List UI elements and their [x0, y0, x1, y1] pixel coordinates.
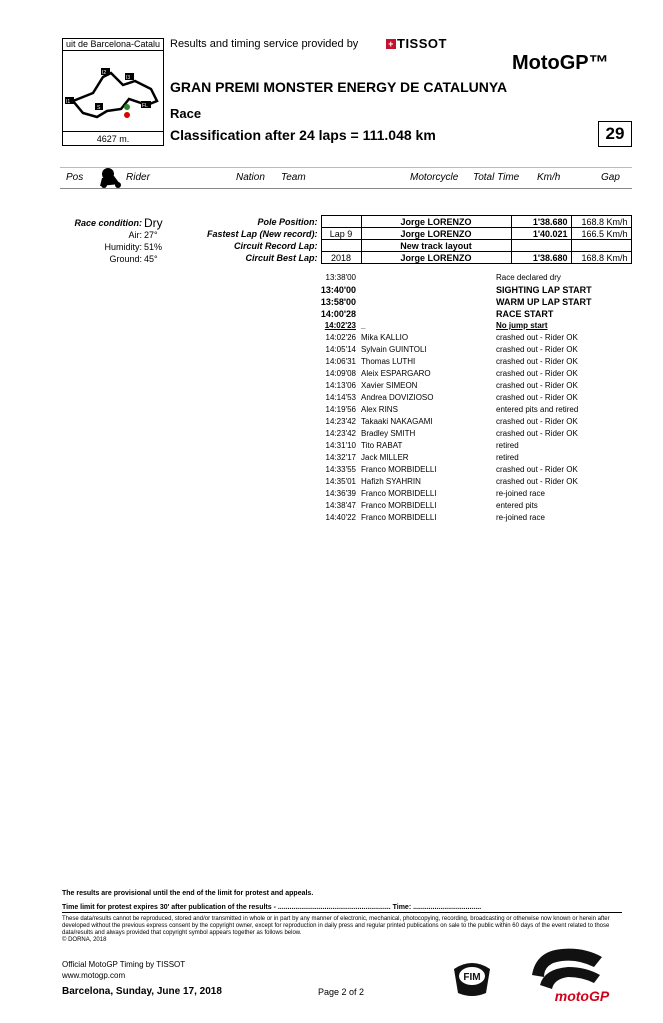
record-rider: Jorge LORENZO	[361, 216, 511, 228]
event-description: retired	[496, 441, 519, 450]
records-table	[204, 215, 632, 264]
record-info	[321, 240, 361, 252]
session-name: Race	[170, 106, 202, 121]
event-description: crashed out - Rider OK	[496, 369, 578, 378]
record-label: Fastest Lap (New record):	[207, 228, 318, 239]
event-time: 14:33'55	[325, 465, 356, 474]
record-time: 1'40.021	[511, 228, 571, 240]
event-rider: Hafizh SYAHRIN	[361, 477, 421, 486]
record-info: Lap 9	[321, 228, 361, 240]
event-description: retired	[496, 453, 519, 462]
event-rider: Aleix ESPARGARO	[361, 369, 431, 378]
event-time: 14:02'23	[324, 321, 356, 330]
ground-value: 45°	[144, 254, 158, 264]
event-description: re-joined race	[496, 489, 545, 498]
record-speed: 166.5 Km/h	[571, 228, 631, 240]
record-info	[321, 216, 361, 228]
event-rider: Franco MORBIDELLI	[361, 465, 437, 474]
circuit-map-box	[62, 38, 164, 146]
event-time: 14:19'56	[325, 405, 356, 414]
record-time	[511, 240, 571, 252]
event-time: 14:32'17	[325, 453, 356, 462]
event-description: RACE START	[496, 309, 554, 319]
event-time: 14:02'26	[325, 333, 356, 342]
event-time: 14:09'08	[325, 369, 356, 378]
record-row	[204, 228, 631, 240]
record-label: Circuit Best Lap:	[245, 252, 318, 263]
col-total-time: Total Time	[473, 172, 520, 183]
event-description: re-joined race	[496, 513, 545, 522]
footer-legal	[62, 916, 627, 944]
event-description: crashed out - Rider OK	[496, 477, 578, 486]
record-row	[204, 252, 631, 264]
motogp-logo	[522, 945, 612, 1007]
event-time: 14:35'01	[325, 477, 356, 486]
footer-copyright: © DORNA, 2018	[62, 937, 107, 943]
tissot-cross-icon: +	[386, 39, 396, 49]
event-rider: Tito RABAT	[361, 441, 403, 450]
fim-logo	[450, 955, 494, 999]
record-speed: 168.8 Km/h	[571, 216, 631, 228]
event-description: crashed out - Rider OK	[496, 381, 578, 390]
rider-helmet-icon	[96, 166, 124, 188]
event-rider: Jack MILLER	[361, 453, 409, 462]
col-rider: Rider	[126, 172, 150, 183]
humidity-label: Humidity:	[104, 242, 142, 252]
event-description: crashed out - Rider OK	[496, 417, 578, 426]
record-row	[204, 216, 631, 228]
air-value: 27°	[144, 230, 158, 240]
circuit-name: uit de Barcelona-Catalu	[62, 38, 164, 51]
track-label-i1: I1	[66, 99, 71, 105]
classification-title: Classification after 24 laps = 111.048 km	[170, 127, 436, 143]
tissot-logo: + TISSOT	[386, 36, 447, 51]
event-rider: _	[361, 321, 366, 330]
col-pos: Pos	[66, 172, 84, 183]
record-info: 2018	[321, 252, 361, 264]
event-time: 14:23'42	[325, 417, 356, 426]
event-title: GRAN PREMI MONSTER ENERGY DE CATALUNYA	[170, 79, 508, 95]
provided-by-text: Results and timing service provided by	[170, 38, 359, 50]
race-condition-label: Race condition:	[74, 218, 142, 228]
event-description: No jump start	[496, 321, 548, 330]
footer-location-date: Barcelona, Sunday, June 17, 2018	[62, 986, 222, 997]
event-time: 14:23'42	[325, 429, 356, 438]
event-time: 13:40'00	[320, 285, 356, 295]
footer-website: www.motogp.com	[62, 971, 126, 980]
event-rider: Thomas LUTHI	[361, 357, 416, 366]
column-header-row	[60, 167, 632, 189]
col-team: Team	[281, 172, 306, 183]
footer-protest: Time limit for protest expires 30' after publication of the results - .......................................................... Time: ...................................	[62, 904, 622, 913]
svg-text:motoGP: motoGP	[554, 988, 610, 1004]
col-speed: Km/h	[537, 172, 561, 183]
track-label-i3: I3	[126, 75, 131, 81]
event-rider: Franco MORBIDELLI	[361, 513, 437, 522]
event-description: crashed out - Rider OK	[496, 393, 578, 402]
record-rider: New track layout	[361, 240, 511, 252]
footer-provisional: The results are provisional until the end of the limit for protest and appeals.	[62, 890, 314, 897]
col-motorcycle: Motorcycle	[410, 172, 459, 183]
event-description: crashed out - Rider OK	[496, 465, 578, 474]
footer-page-number: Page 2 of 2	[318, 987, 365, 997]
event-rider: Alex RINS	[361, 405, 398, 414]
motogp-brand: MotoGP™	[512, 52, 609, 74]
event-rider: Xavier SIMEON	[361, 381, 418, 390]
svg-text:FIM: FIM	[463, 972, 481, 983]
record-time: 1'38.680	[511, 252, 571, 264]
event-rider: Franco MORBIDELLI	[361, 501, 437, 510]
event-time: 14:36'39	[325, 489, 356, 498]
record-label: Pole Position:	[257, 216, 318, 227]
event-description: SIGHTING LAP START	[496, 285, 592, 295]
event-time: 14:31'10	[325, 441, 356, 450]
ground-label: Ground:	[109, 254, 142, 264]
event-time: 14:05'14	[325, 345, 356, 354]
motogp-logo-icon	[522, 945, 612, 1007]
event-time: 14:06'31	[325, 357, 356, 366]
race-conditions	[62, 216, 172, 266]
event-rider: Takaaki NAKAGAMI	[361, 417, 433, 426]
event-rider: Sylvain GUINTOLI	[361, 345, 427, 354]
col-nation: Nation	[236, 172, 265, 183]
track-label-s: S	[97, 105, 101, 111]
event-description: crashed out - Rider OK	[496, 357, 578, 366]
footer-legal-text: These data/results cannot be reproduced, stored and/or transmitted in whole or in part by any manner of electronic, mechanical, photocopying, recording, broadcasting or otherwise now known or herein after developed without the previous express consent by the copyright owner, except for reproduction in daily press and regular printed publications on sale to the public within 60 days of the event related to those data/results and always provided that copyright symbol appears together as follows below.	[62, 916, 610, 936]
event-description: crashed out - Rider OK	[496, 345, 578, 354]
event-description: crashed out - Rider OK	[496, 429, 578, 438]
track-label-fl: FL	[142, 103, 148, 109]
event-description: crashed out - Rider OK	[496, 333, 578, 342]
event-time: 14:13'06	[325, 381, 356, 390]
record-rider: Jorge LORENZO	[361, 252, 511, 264]
event-rider: Mika KALLIO	[361, 333, 409, 342]
event-description: entered pits and retired	[496, 405, 579, 414]
air-label: Air:	[128, 230, 142, 240]
page-number-box: 29	[598, 121, 632, 147]
event-description: WARM UP LAP START	[496, 297, 592, 307]
event-time: 13:58'00	[320, 297, 356, 307]
event-time: 13:38'00	[325, 273, 356, 282]
event-time: 14:40'22	[325, 513, 356, 522]
record-label: Circuit Record Lap:	[234, 240, 318, 251]
fim-logo-icon	[450, 955, 494, 999]
event-rider: Franco MORBIDELLI	[361, 489, 437, 498]
track-label-i2: I2	[102, 70, 107, 76]
event-description: entered pits	[496, 501, 538, 510]
event-time: 14:00'28	[320, 309, 356, 319]
event-rider: Andrea DOVIZIOSO	[361, 393, 434, 402]
circuit-length: 4627 m.	[62, 131, 164, 146]
record-row	[204, 240, 631, 252]
record-speed: 168.8 Km/h	[571, 252, 631, 264]
record-time: 1'38.680	[511, 216, 571, 228]
humidity-value: 51%	[144, 242, 163, 252]
event-time: 14:14'53	[325, 393, 356, 402]
event-rider: Bradley SMITH	[361, 429, 416, 438]
footer-official-timing: Official MotoGP Timing by TISSOT	[62, 960, 186, 969]
event-description: Race declared dry	[496, 273, 561, 282]
record-speed	[571, 240, 631, 252]
record-rider: Jorge LORENZO	[361, 228, 511, 240]
event-time: 14:38'47	[325, 501, 356, 510]
col-gap: Gap	[601, 172, 620, 183]
race-condition-value: Dry	[144, 216, 163, 230]
